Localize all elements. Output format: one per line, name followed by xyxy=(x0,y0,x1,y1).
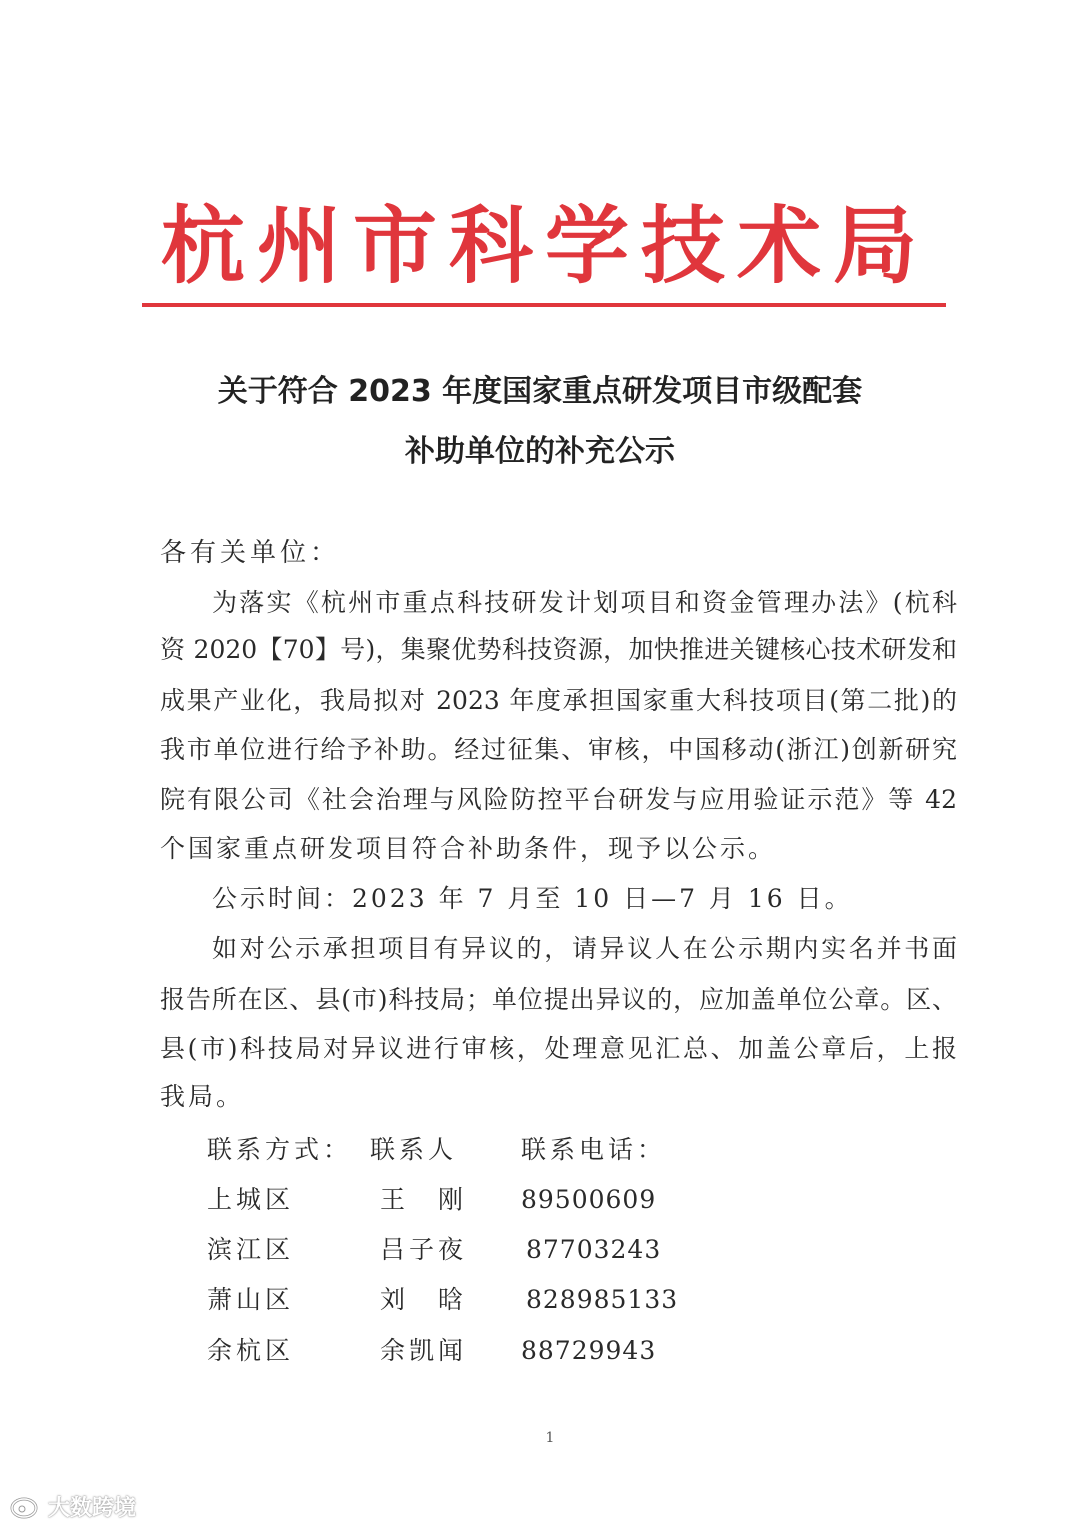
paragraph-1-line: 成果产业化，我局拟对 2023 年度承担国家重大科技项目(第二批)的 xyxy=(160,686,957,715)
contact-district: 萧山区 xyxy=(207,1285,295,1314)
contact-person: 刘 晗 xyxy=(380,1285,468,1314)
agency-masthead: 杭州市科学技术局 xyxy=(160,196,929,295)
paragraph-3-line: 县(市)科技局对异议进行审核，处理意见汇总、加盖公章后，上报 xyxy=(160,1034,957,1063)
contact-phone: 87703243 xyxy=(526,1235,662,1264)
paragraph-1-line: 我市单位进行给予补助。经过征集、审核，中国移动(浙江)创新研究 xyxy=(160,735,957,764)
contact-district: 上城区 xyxy=(207,1185,295,1214)
salutation: 各有关单位： xyxy=(160,538,341,568)
contact-person: 余凯闻 xyxy=(380,1336,468,1365)
contact-phone: 828985133 xyxy=(526,1285,679,1314)
paragraph-1-line: 资 2020【70】号)，集聚优势科技资源，加快推进关键核心技术研发和 xyxy=(160,635,957,664)
contacts-label-phone: 联系电话： xyxy=(521,1135,667,1164)
paragraph-1-line: 个国家重点研发项目符合补助条件，现予以公示。 xyxy=(160,834,777,863)
paragraph-3-line: 报告所在区、县(市)科技局；单位提出异议的，应加盖单位公章。区、 xyxy=(160,985,957,1014)
paragraph-1-line: 院有限公司《社会治理与风险防控平台研发与应用验证示范》等 42 xyxy=(160,785,957,814)
document-title-line-1: 关于符合 2023 年度国家重点研发项目市级配套 xyxy=(217,374,863,409)
paragraph-3-line: 我局。 xyxy=(160,1082,245,1111)
page-number: 1 xyxy=(545,1430,555,1446)
notice-period: 公示时间：2023 年 7 月至 10 日—7 月 16 日。 xyxy=(212,884,853,913)
weibo-logo-icon xyxy=(10,1493,44,1519)
watermark-text: 大数跨境 xyxy=(48,1495,137,1521)
paragraph-1-line: 为落实《杭州市重点科技研发计划项目和资金管理办法》(杭科 xyxy=(212,588,957,617)
document-title-line-2: 补助单位的补充公示 xyxy=(405,434,675,469)
contact-district: 余杭区 xyxy=(207,1336,295,1365)
contact-phone: 89500609 xyxy=(521,1185,657,1214)
masthead-divider xyxy=(142,303,946,307)
contact-person: 吕子夜 xyxy=(380,1235,468,1264)
contact-person: 王 刚 xyxy=(380,1185,468,1214)
contacts-label-method: 联系方式： xyxy=(207,1135,353,1164)
contacts-label-person: 联系人 xyxy=(370,1135,458,1164)
paragraph-3-line: 如对公示承担项目有异议的，请异议人在公示期内实名并书面 xyxy=(212,934,957,963)
contact-phone: 88729943 xyxy=(521,1336,657,1365)
source-watermark xyxy=(10,1490,136,1522)
contact-district: 滨江区 xyxy=(207,1235,295,1264)
